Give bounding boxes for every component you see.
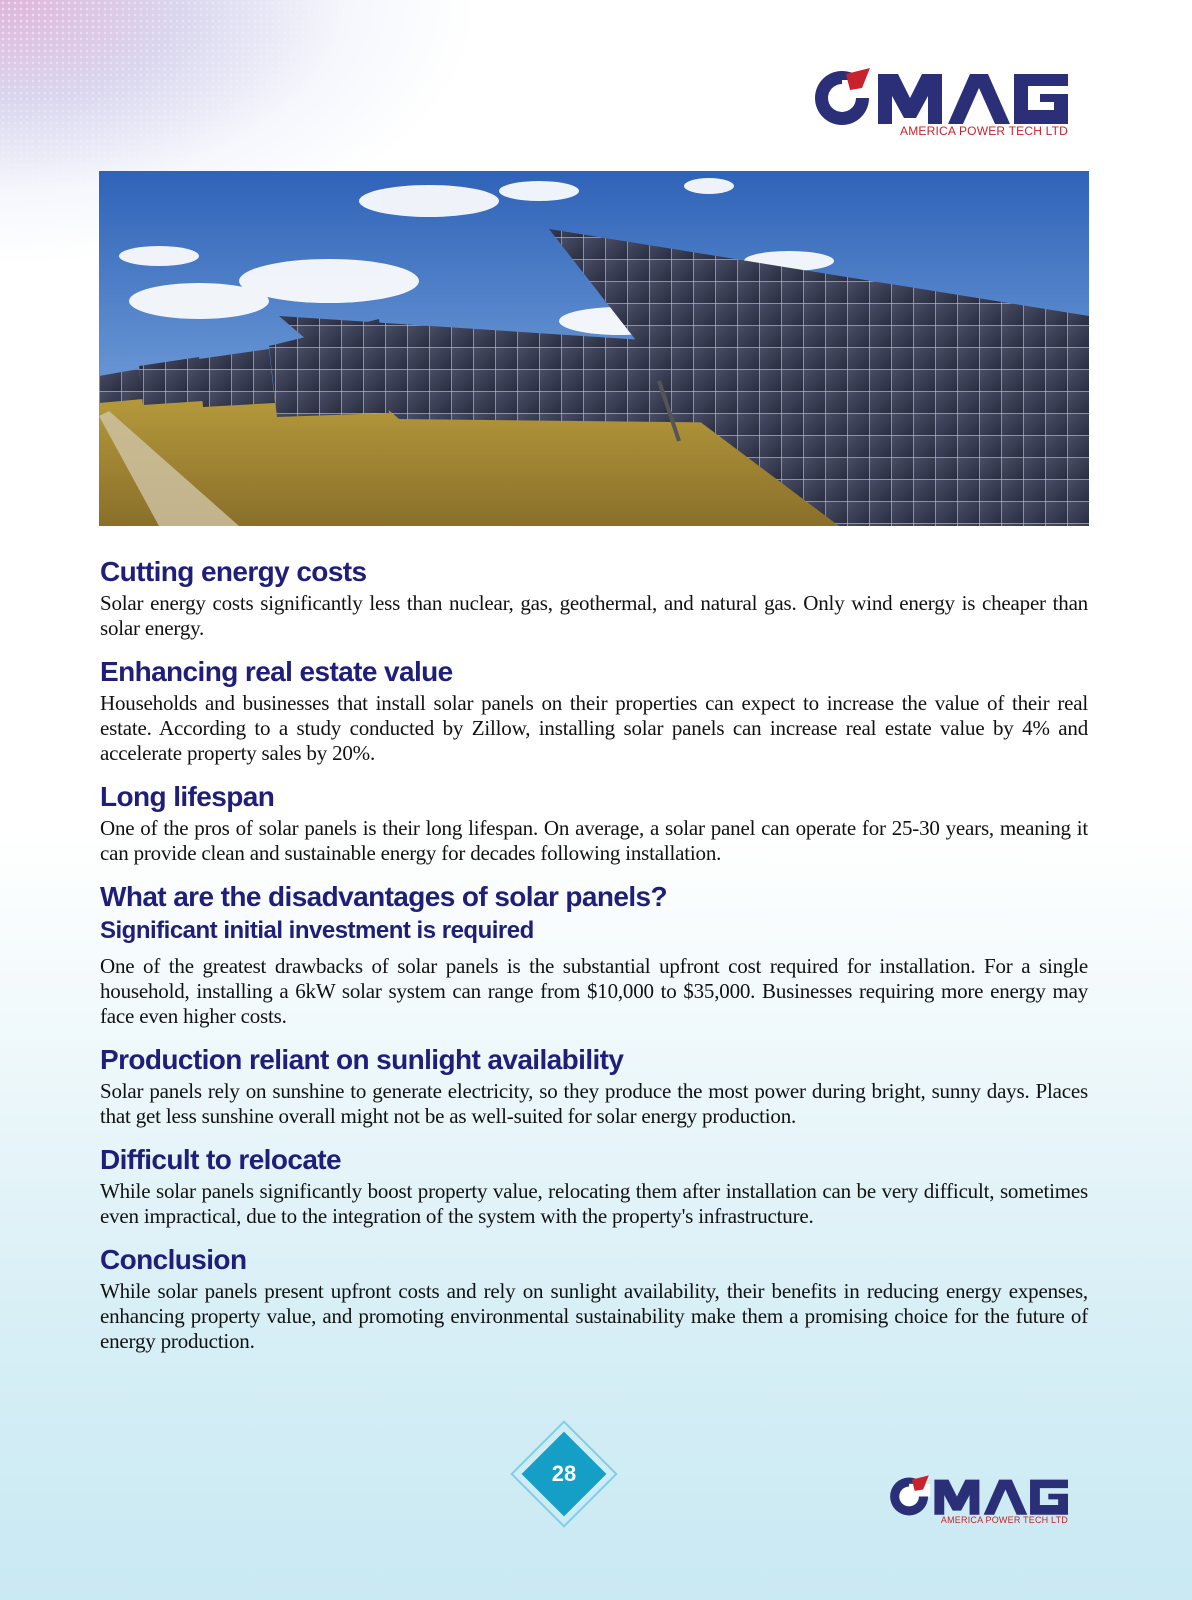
section-heading: Conclusion xyxy=(100,1244,247,1275)
section-heading: Long lifespan xyxy=(100,781,275,812)
brand-logo-bottom xyxy=(888,1474,1068,1525)
brand-logo-top xyxy=(812,66,1068,138)
section-heading: Production reliant on sunlight availability xyxy=(100,1044,624,1075)
section-sunlight xyxy=(100,1043,1088,1129)
section-paragraph: Solar panels rely on sunshine to generate electricity, so they produce the most power during bright, sunny days. Places that get less sunshine overall might not be as well-suited for solar energy production. xyxy=(100,1079,1088,1128)
brand-tagline: AMERICA POWER TECH LTD xyxy=(940,1515,1068,1526)
page-number: 28 xyxy=(551,1461,577,1486)
section-paragraph: Households and businesses that install solar panels on their properties can expect to increase the value of their real estate. According to a study conducted by Zillow, installing solar panels can increase real estate value by 4% and accelerate property sales by 20%. xyxy=(100,691,1088,765)
section-real-estate xyxy=(100,655,1088,766)
section-heading: Enhancing real estate value xyxy=(100,656,453,687)
solar-panel-field-icon xyxy=(99,171,1089,526)
section-disadvantages xyxy=(100,880,1088,1029)
hero-image xyxy=(99,171,1089,526)
section-paragraph: One of the pros of solar panels is their long lifespan. On average, a solar panel can operate for 25-30 years, meaning it can provide clean and sustainable energy for decades following installation. xyxy=(100,816,1088,865)
article-body xyxy=(100,555,1088,1368)
mag-logo-icon xyxy=(812,66,1068,126)
section-paragraph: One of the greatest drawbacks of solar panels is the substantial upfront cost required for installation. For a single household, installing a 6kW solar system can range from $10,000 to $35,000. Businesses requiring more energy may face even higher costs. xyxy=(100,954,1088,1028)
section-paragraph: While solar panels present upfront costs and rely on sunlight availability, their benefits in reducing energy expenses, enhancing property value, and promoting environmental sustainability make them a promising choice for the future of energy production. xyxy=(100,1279,1088,1353)
section-heading: Cutting energy costs xyxy=(100,556,367,587)
section-paragraph: While solar panels significantly boost property value, relocating them after installation can be very difficult, sometimes even impractical, due to the integration of the system with the property's infrastructure. xyxy=(100,1179,1088,1228)
section-relocate xyxy=(100,1143,1088,1229)
section-subheading: Significant initial investment is required xyxy=(100,917,534,944)
section-conclusion xyxy=(100,1243,1088,1354)
section-lifespan xyxy=(100,780,1088,866)
section-cutting-costs xyxy=(100,555,1088,641)
section-heading: What are the disadvantages of solar panels? xyxy=(100,881,668,912)
section-paragraph: Solar energy costs significantly less than nuclear, gas, geothermal, and natural gas. Only wind energy is cheaper than solar energy. xyxy=(100,591,1088,640)
page-number-badge xyxy=(514,1424,614,1524)
brand-tagline: AMERICA POWER TECH LTD xyxy=(900,124,1068,138)
mag-logo-icon xyxy=(888,1474,1068,1516)
section-heading: Difficult to relocate xyxy=(100,1144,341,1175)
